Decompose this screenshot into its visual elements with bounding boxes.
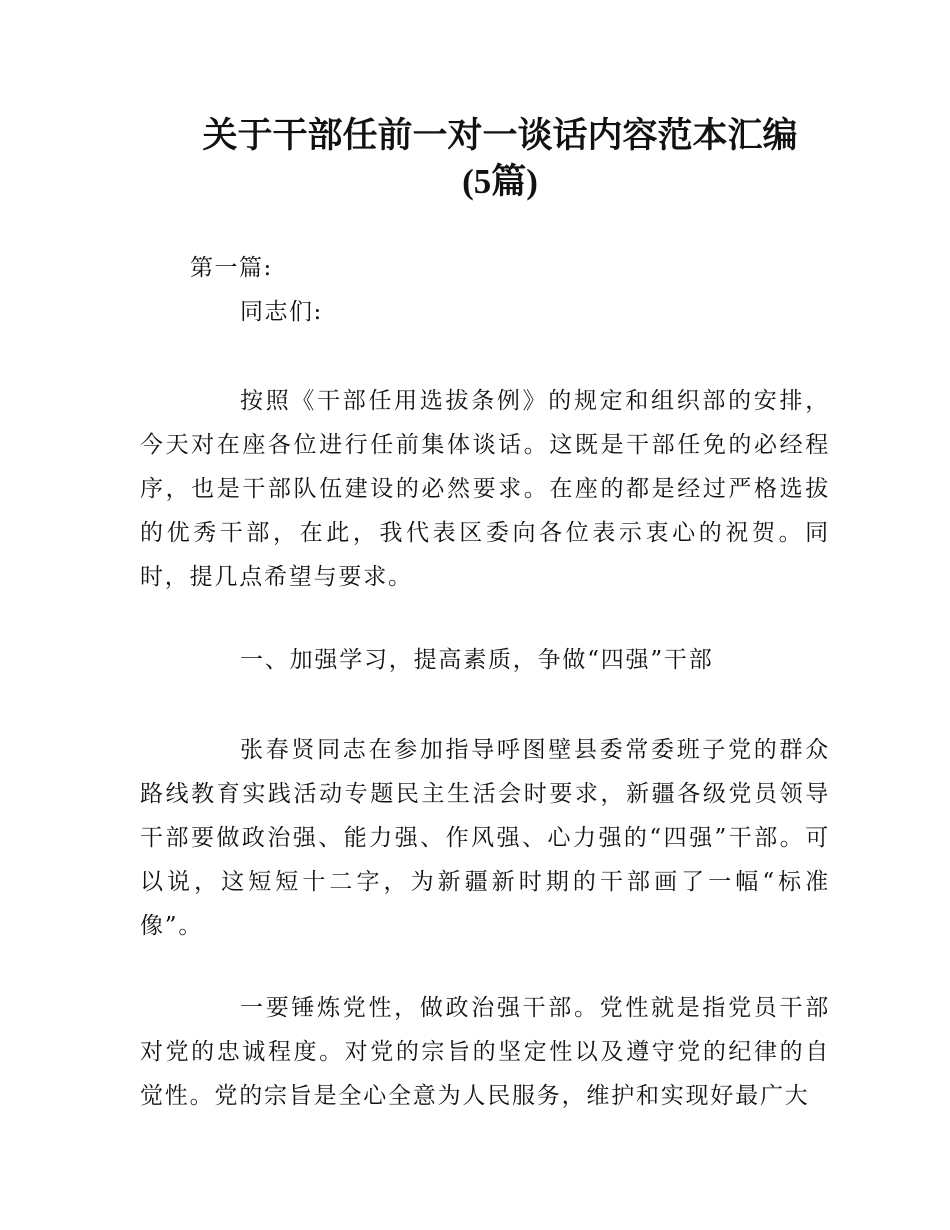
paragraph-heading-one: 一、加强学习，提高素质，争做“四强”干部 [240,647,714,673]
paragraph-four-strong: 张春贤同志在参加指导呼图壁县委常委班子党的群众路线教育实践活动专题民主生活会时要求，新疆各级党员领导干部要做政治强、能力强、作风强、心力强的“四强”干部。可以说，这短短十二字，为新疆新时期的干部画了一幅“标准像”。 [140,737,830,939]
section-label: 第一篇: [190,255,273,281]
salutation: 同志们: [240,299,323,325]
document-title-line2: (5篇) [462,162,538,201]
paragraph-party-spirit: 一要锤炼党性，做政治强干部。党性就是指党员干部对党的忠诚程度。对党的宗旨的坚定性以及遵守党的纪律的自觉性。党的宗旨是全心全意为人民服务，维护和实现好最广大 [140,995,830,1109]
document-title-line1: 关于干部任前一对一谈话内容范本汇编 [202,116,798,155]
paragraph-intro: 按照《干部任用选拔条例》的规定和组织部的安排，今天对在座各位进行任前集体谈话。这既是干部任免的必经程序，也是干部队伍建设的必然要求。在座的都是经过严格选拔的优秀干部，在此，我代表区委向各位表示衷心的祝贺。同时，提几点希望与要求。 [140,388,830,590]
